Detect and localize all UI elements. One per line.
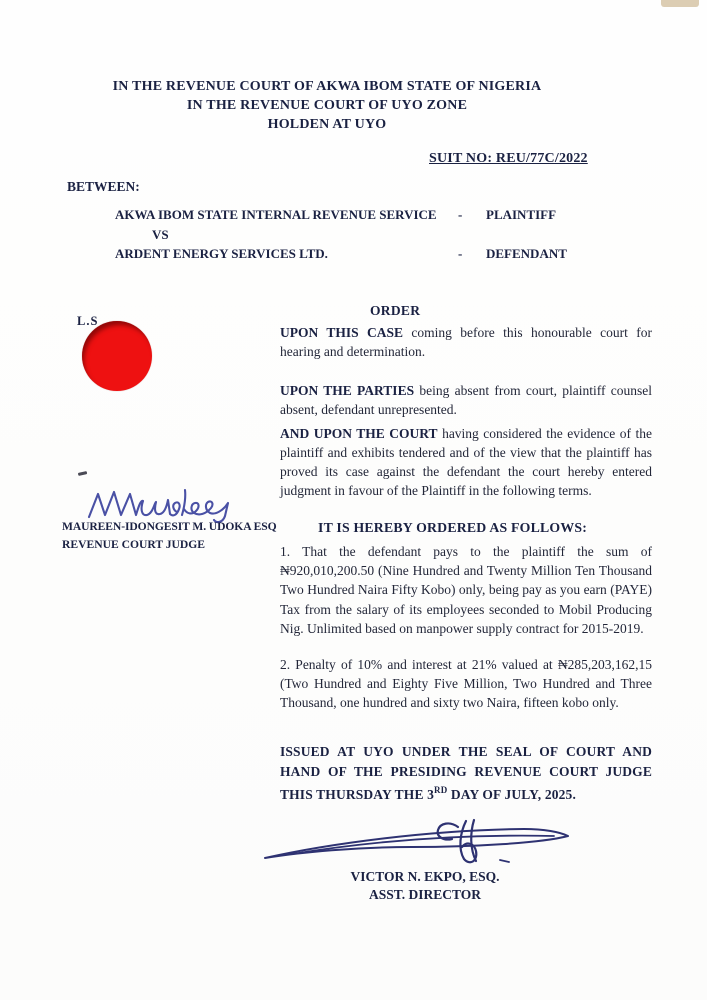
recital-2-lead: UPON THE PARTIES: [280, 383, 415, 398]
recital-paragraph-2: [280, 381, 652, 419]
plaintiff-name: AKWA IBOM STATE INTERNAL REVENUE SERVICE: [115, 207, 437, 222]
court-header: [27, 78, 627, 134]
issued-text-part2: DAY OF JULY, 2025.: [447, 787, 576, 802]
defendant-role: DEFENDANT: [486, 246, 567, 261]
court-header-line2: IN THE REVENUE COURT OF UYO ZONE: [186, 97, 468, 113]
defendant-name: ARDENT ENERGY SERVICES LTD.: [115, 246, 328, 261]
judge-name: MAUREEN-IDONGESIT M. UDOKA ESQ: [62, 520, 277, 533]
judge-title: REVENUE COURT JUDGE: [62, 538, 206, 551]
ordered-heading: IT IS HEREBY ORDERED AS FOLLOWS:: [318, 520, 587, 535]
court-header-line1: IN THE REVENUE COURT OF AKWA IBOM STATE OF NIGERIA: [112, 79, 542, 94]
signatory-name: VICTOR N. EKPO, ESQ.: [350, 869, 500, 884]
recital-paragraph-1: [280, 323, 652, 361]
issued-clause: [280, 742, 652, 805]
vs-label: VS: [152, 227, 169, 242]
between-label: BETWEEN:: [67, 179, 140, 194]
plaintiff-role: PLAINTIFF: [486, 207, 557, 222]
order-item-2: 2. Penalty of 10% and interest at 21% valued at ₦285,203,162,15 (Two Hundred and Eighty Five Million, Two Hundred and Three Thousand, one hundred and sixty two Naira, fifteen kobo only.: [280, 657, 652, 711]
parties-block: [115, 207, 585, 262]
scan-corner-artifact: [661, 0, 699, 7]
plaintiff-dash: -: [458, 207, 463, 222]
signatory-title: ASST. DIRECTOR: [368, 887, 482, 902]
recital-3-text: having considered the evidence of the plaintiff and exhibits tendered and of the view that the plaintiff has proved its case against the defendant the court hereby entered judgment in favour of the Plaintiff in the following terms.: [280, 426, 653, 498]
order-heading: ORDER: [370, 303, 421, 318]
order-item-1: 1. That the defendant pays to the plaintiff the sum of ₦920,010,200.50 (Nine Hundred and Twenty Million Ten Thousand Two Hundred Naira Fifty Kobo) only, being pay as you earn (PAYE) Tax from the salary of its employees seconded to Mobil Producing Nig. Unlimited based on manpower supply contract for 2015-2019.: [280, 544, 652, 636]
recital-2-text: being absent from court, plaintiff counsel absent, defendant unrepresented.: [280, 383, 652, 417]
recital-1-text: coming before this honourable court for hearing and determination.: [280, 325, 653, 359]
issued-ordinal-suffix: RD: [434, 785, 448, 795]
suit-number: SUIT NO: REU/77C/2022: [429, 151, 588, 166]
court-header-line3: HOLDEN AT UYO: [267, 116, 387, 132]
director-signature: [262, 817, 574, 867]
pen-tick-mark: [78, 471, 87, 475]
issued-text-part1: ISSUED AT UYO UNDER THE SEAL OF COURT AND HAND OF THE PRESIDING REVENUE COURT JUDGE THIS THURSDAY THE 3: [280, 744, 652, 802]
party-row-plaintiff: [115, 207, 585, 223]
court-red-seal: [82, 321, 152, 391]
locus-sigilli-label: L.S: [77, 314, 99, 328]
recital-paragraph-3: [280, 424, 652, 500]
defendant-dash: -: [458, 246, 463, 261]
recital-3-lead: AND UPON THE COURT: [280, 426, 438, 441]
recital-1-lead: UPON THIS CASE: [280, 325, 404, 340]
party-row-defendant: [115, 246, 585, 262]
